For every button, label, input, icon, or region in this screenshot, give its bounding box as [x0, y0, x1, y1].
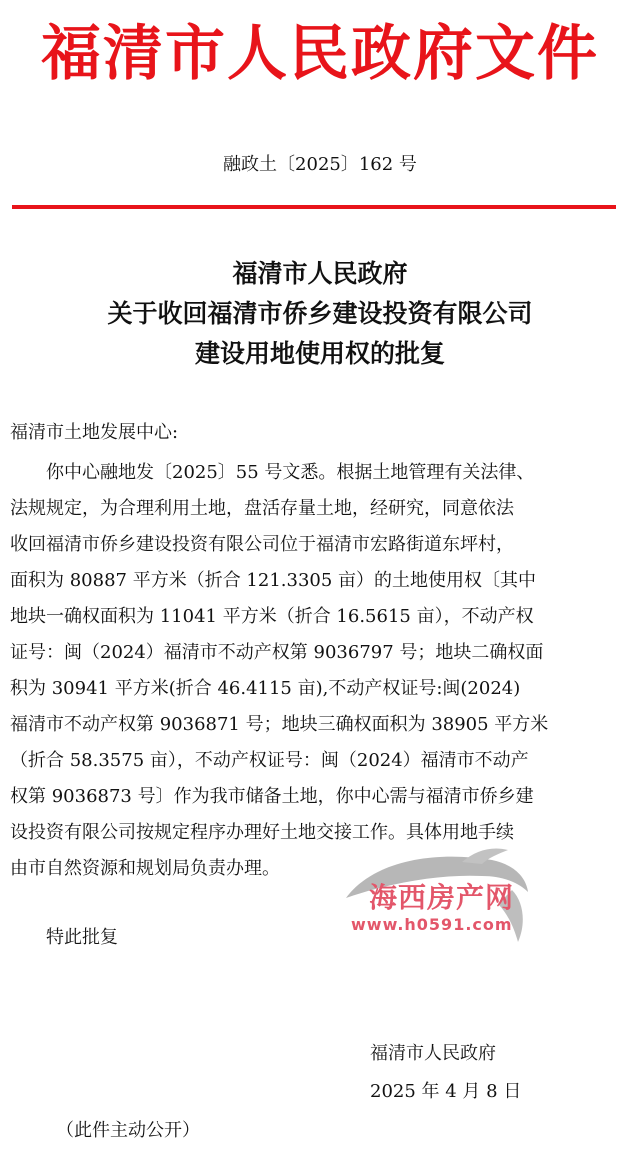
watermark-site-url: www.h0591.com — [351, 915, 513, 934]
body-line: 福清市不动产权第 9036871 号；地块三确权面积为 38905 平方米 — [10, 714, 549, 735]
body-line: 你中心融地发〔2025〕55 号文悉。根据土地管理有关法律、 — [46, 462, 535, 483]
title-line-1: 福清市人民政府 — [232, 259, 408, 288]
watermark-site-name: 海西房产网 — [369, 881, 515, 914]
document-header-title: 福清市人民政府文件 — [41, 19, 599, 89]
document-title — [0, 254, 640, 374]
site-watermark — [342, 832, 532, 952]
body-line: 积为 30941 平方米(折合 46.4115 亩),不动产权证号:闽(2024) — [10, 678, 521, 699]
document-body — [10, 455, 620, 887]
title-line-3: 建设用地使用权的批复 — [194, 339, 445, 368]
title-line-2: 关于收回福清市侨乡建设投资有限公司 — [107, 299, 533, 328]
body-line: 由市自然资源和规划局负责办理。 — [10, 858, 280, 879]
body-line: 法规规定，为合理利用土地，盘活存量土地，经研究，同意依法 — [10, 498, 514, 519]
body-line: 设投资有限公司按规定程序办理好土地交接工作。具体用地手续 — [10, 822, 514, 843]
body-line: 权第 9036873 号〕作为我市储备土地，你中心需与福清市侨乡建 — [10, 786, 534, 807]
body-line: 收回福清市侨乡建设投资有限公司位于福清市宏路街道东坪村， — [10, 534, 514, 555]
body-line: 地块一确权面积为 11041 平方米（折合 16.5615 亩），不动产权 — [10, 606, 534, 627]
signature-date: 2025 年 4 月 8 日 — [370, 1081, 522, 1102]
body-line: 面积为 80887 平方米（折合 121.3305 亩）的土地使用权〔其中 — [10, 570, 537, 591]
document-number: 融政土〔2025〕162 号 — [223, 154, 417, 175]
public-disclosure-note: （此件主动公开） — [56, 1120, 200, 1141]
closing-text: 特此批复 — [46, 927, 118, 948]
body-line: 证号：闽（2024）福清市不动产权第 9036797 号；地块二确权面 — [10, 642, 544, 663]
header-red-divider — [12, 205, 616, 209]
body-line: （折合 58.3575 亩），不动产权证号：闽（2024）福清市不动产 — [10, 750, 529, 771]
signature-organization: 福清市人民政府 — [370, 1043, 496, 1064]
recipient-line: 福清市土地发展中心: — [10, 422, 179, 443]
